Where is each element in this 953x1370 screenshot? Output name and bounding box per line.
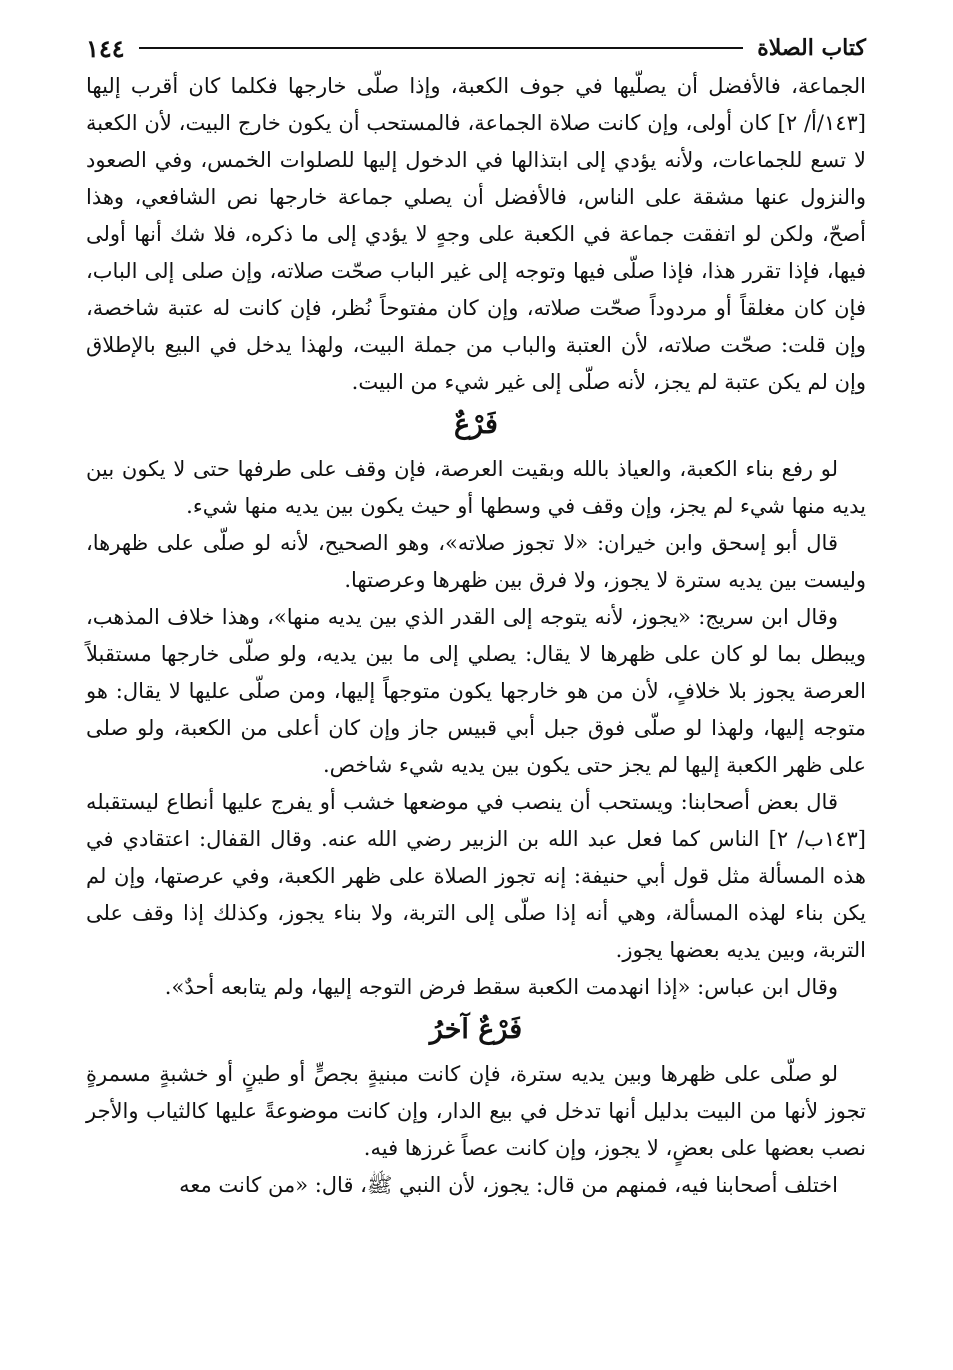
- paragraph: وقال ابن سريج: «يجوز، لأنه يتوجه إلى القدر الذي بين يديه منها»، وهذا خلاف المذهب، ويبطل بما لو كان على ظهرها لا يقال: يصلي إلى ما بين يديه، ولو صلّى خارجها مستقبلاً العرصة يجوز بلا خلافٍ، لأن من هو خارجها يكون متوجهاً إليها، ومن صلّى عليها لا يقال: هو متوجه إليها، ولهذا لو صلّى فوق جبل أبي قبيس جاز وإن كان أعلى من الكعبة، ولو صلى على ظهر الكعبة إليها لم يجز حتى يكون بين يديه شيء شاخص.: [86, 605, 866, 777]
- page-number: ١٤٤: [86, 33, 125, 63]
- paragraph: وقال ابن عباس: «إذا انهدمت الكعبة سقط فرض التوجه إليها، ولم يتابعه أحدٌ».: [164, 975, 838, 999]
- header-rule: [139, 47, 744, 49]
- paragraph: لو رفع بناء الكعبة، والعياذ بالله وبقيت العرصة، فإن وقف على طرفها حتى لا يكون بين يديه منها شيء لم يجز، وإن وقف في وسطها أو حيث يكون بين يديه منها شيء.: [86, 457, 866, 518]
- paragraph: اختلف أصحابنا فيه، فمنهم من قال: يجوز، لأن النبي ﷺ، قال: «من كانت معه: [179, 1173, 838, 1197]
- paragraph: لو صلّى على ظهرها وبين يديه سترة، فإن كانت مبنيةٍ بجصٍّ أو طينٍ أو خشبةٍ مسمرةٍ تجوز لأنها من البيت بدليل أنها تدخل في بيع الدار، وإن كانت موضوعةً عليها كالثياب والأجر نصب بعضها على بعضٍ، لا يجوز، وإن كانت عصاً غرزها فيه.: [86, 1062, 866, 1160]
- book-title: كتاب الصلاة: [757, 35, 866, 61]
- section-title-far-akhar: فَرْعٌ آخرُ: [429, 1014, 523, 1045]
- paragraph: قال أبو إسحق وابن خيران: «لا تجوز صلاته»، وهو الصحيح، لأنه لو صلّى على ظهرها، وليست بين يديه سترة لا يجوز، ولا فرق بين ظهرها وعرصتها.: [86, 531, 866, 592]
- document-page: [86, 28, 866, 1348]
- paragraph: قال بعض أصحابنا: ويستحب أن ينصب في موضعها خشب أو يفرج عليها أنطاع ليستقبله [١٤٣ب/ ٢] الناس كما فعل عبد الله بن الزبير رضي الله عنه. وقال القفال: اعتقادي في هذه المسألة مثل قول أبي حنيفة: إنه تجوز الصلاة على ظهر الكعبة، وفي عرصتها، وإن لم يكن بناء لهذه المسألة، وهي أنه إذا صلّى إلى التربة، ولا بناء يجوز، وكذلك إذا وقف على التربة، وبين يديه بعضها يجوز.: [86, 790, 866, 962]
- page-header: [86, 28, 866, 68]
- page-body: [86, 68, 866, 1204]
- section-title-far: فَرْعٌ: [454, 409, 498, 440]
- intro-paragraph: الجماعة، فالأفضل أن يصلّيها في جوف الكعبة، وإذا صلّى خارجها فكلما كان أقرب إليها [١٤٣/أ/ ٢] كان أولى، وإن كانت صلاة الجماعة، فالمستحب أن يكون خارج البيت، لأن الكعبة لا تسع للجماعات، ولأنه يؤدي إلى ابتذالها في الدخول إليها للصلوات الخمس، وفي الصعود والنزول عنها مشقة على الناس، فالأفضل أن يصلي جماعة خارجها نص الشافعي، وهذا أصحّ، ولكن لو اتفقت جماعة في الكعبة على وجهٍ لا يؤدي إلى ما ذكره، فلا شك أنها أولى فيها، فإذا تقرر هذا، فإذا صلّى فيها وتوجه إلى غير الباب صحّت صلاته، وإن صلى إلى الباب، فإن كان مغلقاً أو مردوداً صحّت صلاته، وإن كان مفتوحاً نُظر، فإن كانت له عتبة شاخصة، وإن قلت: صحّت صلاته، لأن العتبة والباب من جملة البيت، ولهذا يدخل في البيع بالإطلاق وإن لم يكن عتبة لم يجز، لأنه صلّى إلى غير شيء من البيت.: [86, 74, 866, 394]
